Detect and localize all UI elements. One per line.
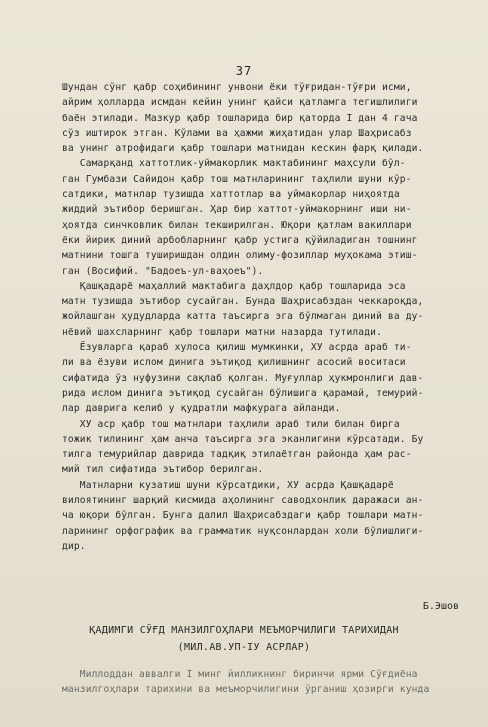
text-line: ли ва ёзуви ислом динига эътиқод қилишнинг асосий воситаси <box>62 357 406 369</box>
body-text <box>62 80 444 554</box>
text-line: жиддий эътибор беришган. Ҳар бир хаттот-уймакорнинг иши ни- <box>62 204 412 216</box>
text-line: матн тузишда эътибор сусайган. Бунда Шаҳрисабздан чеккароқда, <box>62 296 424 308</box>
text-line: тилга темурийлар даврида тадқиқ этилаётган районда ҳам рас- <box>62 449 412 461</box>
text-line: дир. <box>62 540 86 552</box>
text-line: манзилгоҳлари тарихини ва меъморчилигини ўрганиш ҳозирги кунда <box>62 684 430 696</box>
text-line: тожик тилининг ҳам анча таъсирга эга эканлигини кўрсатади. Бу <box>62 433 424 445</box>
text-line: лар даврига келиб у қудратли мафкурага айланди. <box>62 403 341 415</box>
text-line: сатдики, матнлар тузишда хаттотлар ва уймакорлар ниҳоятда <box>62 189 400 201</box>
text-line: вилоятининг шарқий кисмида аҳолининг саводхонлик даражаси ан- <box>62 495 424 507</box>
next-section-text <box>62 667 444 698</box>
text-line: Матнларни кузатиш шуни кўрсатдики, ХУ асрда Қашқадарё <box>62 479 394 491</box>
text-line: жойлашган ҳудудларда катта таъсирга эга бўлмаган диний ва ду- <box>62 311 424 323</box>
text-line: айрим ҳолларда исмдан кейин унинг қайси қатламга тегишлилиги <box>62 97 418 109</box>
text-line: Самарқанд хаттотлик-уймакорлик мактабининг маҳсули бўл- <box>62 158 406 170</box>
text-line: Қашқадарё маҳаллий мактабига даҳлдор қабр тошларида эса <box>62 280 406 292</box>
text-line: Миллоддан аввалги I минг йилликнинг биринчи ярми Сўғдиёна <box>62 669 418 680</box>
section-subheading: (МИЛ.АВ.УП-IУ АСРЛАР) <box>177 642 311 653</box>
text-line: ган (Восифий. "Бадоеъ-ул-ваҳоеъ"). <box>62 265 264 277</box>
page-number: 37 <box>235 64 253 78</box>
text-line: рида ислом динига эътиқод сусайган бўлишига қарамай, темурий- <box>62 387 424 399</box>
text-line: баён этилади. Мазкур қабр тошларида бир қаторда I дан 4 гача <box>62 112 418 124</box>
text-line: нёвий шахсларнинг қабр тошлари матни назарда тутилади. <box>62 326 382 338</box>
text-line: сўз иштирок этган. Кўлами ва ҳажми жиҳатидан улар Шаҳрисабз <box>62 127 412 139</box>
text-line: мий тил сифатида эътибор берилган. <box>62 464 264 476</box>
text-line: ҳоятда синчковлик билан текширилган. Юқори қатлам вакиллари <box>62 219 412 231</box>
section-heading: ҚАДИМГИ СЎҒД МАНЗИЛГОҲЛАРИ МЕЪМОРЧИЛИГИ ТАРИХИДАН <box>89 625 399 636</box>
text-line: ХУ аср қабр тош матнлари таҳлили араб тили билан бирга <box>62 418 400 430</box>
text-line: Шундан сўнг қабр соҳибининг унвони ёки тўғридан-тўғри исми, <box>62 82 412 93</box>
text-line: ёки йирик диний арбобларнинг қабр устига қўйиладиган тошнинг <box>62 234 418 246</box>
text-line: ва унинг атрофидаги қабр тошлари матнидан кескин фарқ қилади. <box>62 143 424 155</box>
text-line: сифатида ўз нуфузини сақлаб қолган. Муғуллар ҳукмронлиги дав- <box>62 372 424 384</box>
author-signature: Б.Эшов <box>422 601 459 612</box>
text-line: ларининг орфографик ва грамматик нуқсонлардан холи бўлишлиги- <box>62 525 424 537</box>
text-line: матнини тошга туширишдан олдин олиму-фозиллар муҳокама этиш- <box>62 250 418 262</box>
text-line: Ёзувларга қараб хулоса қилиш мумкинки, ХУ асрда араб ти- <box>62 342 412 354</box>
text-line: ган Гумбази Сайидон қабр тош матнларининг таҳлили шуни кўр- <box>62 173 412 185</box>
text-line: ча юқори бўлган. Бунга далил Шаҳрисабздаги қабр тошлари матн- <box>62 510 424 522</box>
